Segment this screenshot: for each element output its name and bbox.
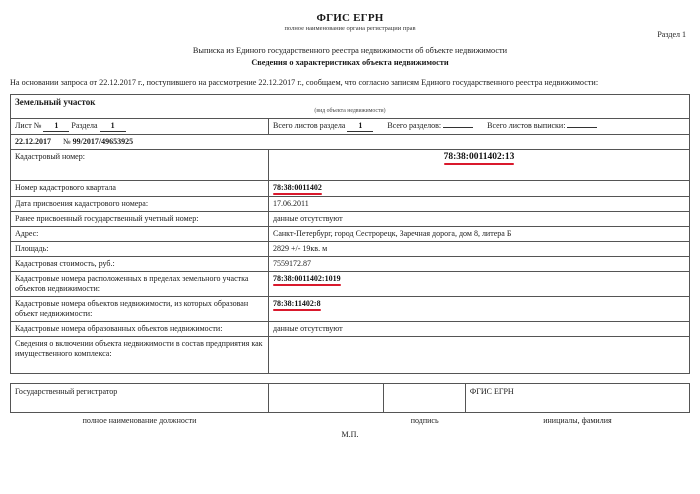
registration-row bbox=[11, 134, 690, 149]
total-sections-label: Всего разделов: bbox=[387, 120, 442, 130]
cadastral-quarter-value: 78:38:0011402 bbox=[273, 182, 322, 192]
total-extract-sheets-value bbox=[567, 127, 597, 128]
document-title: Выписка из Единого государственного реестра недвижимости об объекте недвижимости bbox=[192, 46, 508, 55]
empty-caption bbox=[269, 412, 384, 428]
table-row bbox=[11, 271, 690, 296]
document-subtitle: Сведения о характеристиках объекта недвижимости bbox=[251, 58, 449, 67]
row-label: Кадастровые номера образованных объектов недвижимости: bbox=[11, 321, 269, 336]
row-label: Сведения о включении объекта недвижимости в состав предприятия как имущественного комплекса: bbox=[11, 336, 269, 373]
signature-row bbox=[11, 383, 690, 412]
signature-caption: подпись bbox=[410, 415, 439, 425]
section-label: Раздел 1 bbox=[657, 30, 686, 39]
table-row bbox=[11, 149, 690, 180]
source-objects-cadastral-numbers-value: 78:38:11402:8 bbox=[273, 298, 321, 308]
table-row bbox=[11, 180, 690, 196]
total-sections-value bbox=[443, 127, 473, 128]
sheets-row bbox=[11, 118, 690, 134]
stamp-placeholder: М.П. bbox=[341, 429, 359, 439]
request-basis-text: На основании запроса от 22.12.2017 г., поступившего на рассмотрение 22.12.2017 г., сообщаем, что согласно записям Единого государственного реестра недвижимости: bbox=[10, 78, 599, 87]
row-value-cell bbox=[269, 180, 690, 196]
table-row bbox=[11, 321, 690, 336]
total-section-sheets-label: Всего листов раздела bbox=[273, 120, 346, 130]
registrar-position-cell bbox=[269, 383, 384, 412]
table-row bbox=[11, 241, 690, 256]
organization-cell: ФГИС ЕГРН bbox=[465, 383, 689, 412]
object-type-hint: (вид объекта недвижимости) bbox=[314, 108, 386, 115]
position-caption: полное наименование должности bbox=[82, 415, 197, 425]
table-row bbox=[11, 336, 690, 373]
table-row bbox=[11, 226, 690, 241]
row-label: Кадастровая стоимость, руб.: bbox=[11, 256, 269, 271]
row-label: Кадастровый номер: bbox=[11, 149, 269, 180]
registrar-signature-cell bbox=[384, 383, 465, 412]
table-row bbox=[11, 296, 690, 321]
row-value: данные отсутствуют bbox=[269, 321, 690, 336]
cadastral-number-value: 78:38:0011402:13 bbox=[444, 152, 515, 165]
registration-date: 22.12.2017 bbox=[15, 136, 51, 146]
row-label: Площадь: bbox=[11, 241, 269, 256]
signature-table bbox=[10, 383, 690, 428]
organization-subtitle: полное наименование органа регистрации прав bbox=[284, 25, 416, 32]
row-label: Адрес: bbox=[11, 226, 269, 241]
row-label: Кадастровые номера объектов недвижимости, из которых образован объект недвижимости: bbox=[11, 296, 269, 321]
sheet-label: Лист № bbox=[15, 120, 42, 130]
organization-title: ФГИС ЕГРН bbox=[316, 12, 384, 24]
registration-number-label: № bbox=[63, 136, 71, 146]
registration-number-value: 99/2017/49653925 bbox=[72, 136, 134, 146]
document-header bbox=[10, 12, 690, 32]
row-value: 17.06.2011 bbox=[269, 196, 690, 211]
table-row bbox=[11, 211, 690, 226]
section-word-label: Раздела bbox=[71, 120, 98, 130]
initials-caption: инициалы, фамилия bbox=[543, 415, 612, 425]
row-value-cell bbox=[269, 296, 690, 321]
row-value: данные отсутствуют bbox=[269, 211, 690, 226]
sheet-number-cell bbox=[11, 118, 269, 134]
row-label: Дата присвоения кадастрового номера: bbox=[11, 196, 269, 211]
row-value-cell bbox=[269, 149, 690, 180]
signature-captions-row bbox=[11, 412, 690, 428]
registration-cell bbox=[11, 134, 690, 149]
sheet-totals-cell bbox=[269, 118, 690, 134]
signature-block bbox=[10, 383, 690, 439]
table-row bbox=[11, 196, 690, 211]
located-objects-cadastral-numbers-value: 78:38:0011402:1019 bbox=[273, 273, 341, 283]
object-type-value: Земельный участок bbox=[15, 97, 96, 108]
row-label: Кадастровые номера расположенных в пределах земельного участка объектов недвижимости: bbox=[11, 271, 269, 296]
total-section-sheets-value: 1 bbox=[347, 121, 373, 132]
row-value: 7559172.87 bbox=[269, 256, 690, 271]
sheet-value: 1 bbox=[43, 121, 69, 132]
object-info-table bbox=[10, 94, 690, 373]
row-value: Санкт-Петербург, город Сестрорецк, Заречная дорога, дом 8, литера Б bbox=[269, 226, 690, 241]
row-value bbox=[269, 336, 690, 373]
object-type-hint-row bbox=[11, 108, 690, 118]
row-label: Ранее присвоенный государственный учетный номер: bbox=[11, 211, 269, 226]
table-row bbox=[11, 256, 690, 271]
row-value-cell bbox=[269, 271, 690, 296]
object-type-row bbox=[11, 95, 690, 109]
total-extract-sheets-label: Всего листов выписки: bbox=[487, 120, 566, 130]
section-value: 1 bbox=[100, 121, 126, 132]
row-label: Номер кадастрового квартала bbox=[11, 180, 269, 196]
row-value: 2829 +/- 19кв. м bbox=[269, 241, 690, 256]
registrar-label: Государственный регистратор bbox=[11, 383, 269, 412]
